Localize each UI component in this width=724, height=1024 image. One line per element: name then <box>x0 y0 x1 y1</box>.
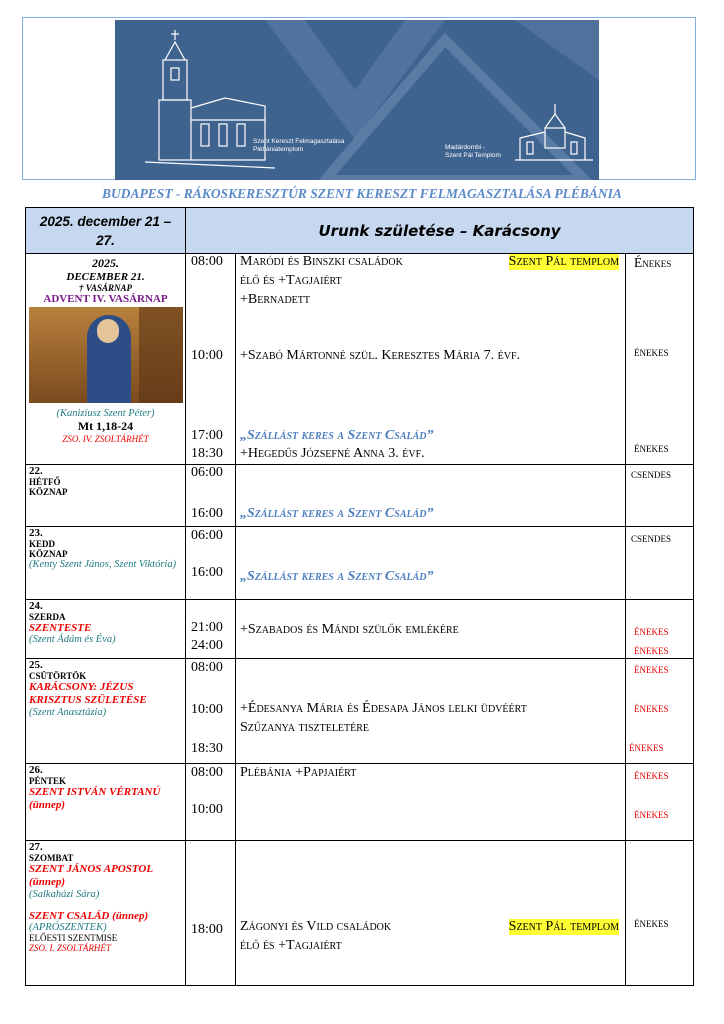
table-header-row <box>26 208 694 254</box>
intentions-24 <box>236 600 626 659</box>
day-number: 26. <box>29 764 43 776</box>
day-name: PÉNTEK <box>29 776 67 786</box>
music-label: énekes <box>634 915 669 930</box>
mass-time: 08:00 <box>191 765 223 780</box>
day-feast: SZENT ISTVÁN VÉRTANÚ (ünnep) <box>29 786 161 811</box>
day-info-25 <box>26 659 186 764</box>
saint-of-day: (Salkaházi Sára) <box>29 889 100 900</box>
mass-intention: Maródi és Binszki családok <box>240 254 403 269</box>
day-number: 27. <box>29 841 43 853</box>
music-label: énekes <box>634 642 669 657</box>
day-feast-2: SZENT CSALÁD (ünnep) <box>29 910 149 922</box>
music-label: énekes <box>629 739 664 754</box>
intentions-26 <box>236 764 626 841</box>
day-info-22 <box>26 465 186 527</box>
day-number: 24. <box>29 600 43 612</box>
times-25 <box>186 659 236 764</box>
day-number: 23. <box>29 527 43 539</box>
saint-of-day: (Szent Ádám és Éva) <box>29 634 116 645</box>
mass-time: 18:30 <box>191 446 223 461</box>
intentions-22 <box>236 465 626 527</box>
day-type: KÖZNAP <box>29 487 68 497</box>
day-row-26 <box>26 764 694 841</box>
day-row-25 <box>26 659 694 764</box>
day-info-21 <box>26 254 186 465</box>
image-caption: (Kanizíusz Szent Péter) <box>56 408 155 419</box>
music-label: Énekes <box>634 255 672 270</box>
mass-intention: +Bernadett <box>240 292 311 307</box>
music-24 <box>626 600 694 659</box>
mass-intention: élő és +Tagjaiért <box>240 273 342 288</box>
music-27 <box>626 841 694 986</box>
music-label: énekes <box>634 623 669 638</box>
location-badge: Szent Pál templom <box>508 254 619 269</box>
day-info-23 <box>26 527 186 600</box>
intentions-23 <box>236 527 626 600</box>
intentions-25 <box>236 659 626 764</box>
mass-time: 08:00 <box>191 660 223 675</box>
special-event: „Szállást keres a Szent Család” <box>240 506 434 521</box>
location-badge: Szent Pál templom <box>508 919 619 934</box>
day-year: 2025. <box>92 256 119 270</box>
music-25 <box>626 659 694 764</box>
mass-time: 06:00 <box>191 465 223 480</box>
mass-time: 17:00 <box>191 428 223 443</box>
day-name: SZOMBAT <box>29 853 74 863</box>
mass-intention: +Szabados és Mándi szülők emlékére <box>240 622 459 637</box>
week-title: Urunk születése – Karácsony <box>186 208 694 254</box>
banner-left-text: Szent Kereszt Felmagasztalása Plébániatemplom <box>253 138 345 153</box>
parish-title: BUDAPEST - RÁKOSKERESZTÚR SZENT KERESZT FELMAGASZTALÁSA PLÉBÁNIA <box>102 186 622 201</box>
mass-intention: Plébánia +Papjaiért <box>240 765 357 780</box>
saint-of-day: (Kenty Szent János, Szent Viktória) <box>29 559 177 570</box>
intentions-27 <box>236 841 626 986</box>
music-label: csendes <box>631 466 672 481</box>
saint-of-day-2: (APRÓSZENTEK) <box>29 922 107 933</box>
mass-schedule-table <box>25 207 694 986</box>
times-22 <box>186 465 236 527</box>
day-type: KÖZNAP <box>29 549 68 559</box>
music-22 <box>626 465 694 527</box>
day-number: 25. <box>29 659 43 671</box>
day-row-27 <box>26 841 694 986</box>
day-info-27 <box>26 841 186 986</box>
mass-time: 18:30 <box>191 741 223 756</box>
day-name: † VASÁRNAP <box>78 283 133 293</box>
day-info-26 <box>26 764 186 841</box>
music-23 <box>626 527 694 600</box>
banner-right-text: Madárdombi - Szent Pál Templom <box>445 144 501 159</box>
day-feast: ADVENT IV. VASÁRNAP <box>43 293 168 305</box>
date-range: 2025. december 21 – 27. <box>26 208 186 254</box>
special-event: „Szállást keres a Szent Család” <box>240 428 434 443</box>
day-name: HÉTFŐ <box>29 477 61 487</box>
mass-note: ELŐESTI SZENTMISE <box>29 933 118 943</box>
mass-time: 16:00 <box>191 506 223 521</box>
day-row-24 <box>26 600 694 659</box>
day-feast: SZENT JÁNOS APOSTOL (ünnep) <box>29 863 153 888</box>
day-name: SZERDA <box>29 612 66 622</box>
music-label: énekes <box>634 806 669 821</box>
times-23 <box>186 527 236 600</box>
mass-time: 16:00 <box>191 565 223 580</box>
day-name: KEDD <box>29 539 56 549</box>
day-row-21 <box>26 254 694 465</box>
mass-time: 18:00 <box>191 922 223 937</box>
church-illustration <box>115 20 599 180</box>
mass-intention: Szűzanya tiszteletére <box>240 720 370 735</box>
intentions-21 <box>236 254 626 465</box>
mass-time: 08:00 <box>191 254 223 269</box>
day-date: DECEMBER 21. <box>66 271 145 283</box>
mass-intention: élő és +Tagjaiért <box>240 938 342 953</box>
mass-time: 06:00 <box>191 528 223 543</box>
music-label: énekes <box>634 661 669 676</box>
day-feast: SZENTESTE <box>29 622 92 634</box>
times-21 <box>186 254 236 465</box>
music-21 <box>626 254 694 465</box>
day-feast: KARÁCSONY: JÉZUS KRISZTUS SZÜLETÉSE <box>29 681 147 706</box>
music-label: csendes <box>631 530 672 545</box>
mass-intention: +Édesanya Mária és Édesapa János lelki üdvéért <box>240 701 527 716</box>
mass-time: 21:00 <box>191 620 223 635</box>
music-label: énekes <box>634 440 669 455</box>
mass-time: 24:00 <box>191 638 223 653</box>
music-26 <box>626 764 694 841</box>
times-26 <box>186 764 236 841</box>
day-row-22 <box>26 465 694 527</box>
gospel-reading: Mt 1,18-24 <box>77 419 134 433</box>
saint-of-day: (Szent Anasztázia) <box>29 707 107 718</box>
psalter-week: ZSO. IV. ZSOLTÁRHÉT <box>62 434 149 444</box>
day-name: CSÜTÖRTÖK <box>29 671 87 681</box>
saint-painting <box>29 307 183 403</box>
parish-logo-banner <box>115 20 599 180</box>
mass-time: 10:00 <box>191 348 223 363</box>
special-event: „Szállást keres a Szent Család” <box>240 569 434 584</box>
mass-intention: +Szabó Mártonné szül. Keresztes Mária 7. évf. <box>240 348 521 363</box>
times-27 <box>186 841 236 986</box>
psalter-week: ZSO. I. ZSOLTÁRHÉT <box>29 943 111 953</box>
music-label: énekes <box>634 344 669 359</box>
music-label: énekes <box>634 700 669 715</box>
mass-time: 10:00 <box>191 802 223 817</box>
mass-time: 10:00 <box>191 702 223 717</box>
times-24 <box>186 600 236 659</box>
day-info-24 <box>26 600 186 659</box>
mass-intention: Zágonyi és Vild családok <box>240 919 392 934</box>
day-number: 22. <box>29 465 43 477</box>
mass-intention: +Hegedűs Józsefné Anna 3. évf. <box>240 446 425 461</box>
music-label: énekes <box>634 767 669 782</box>
day-row-23 <box>26 527 694 600</box>
